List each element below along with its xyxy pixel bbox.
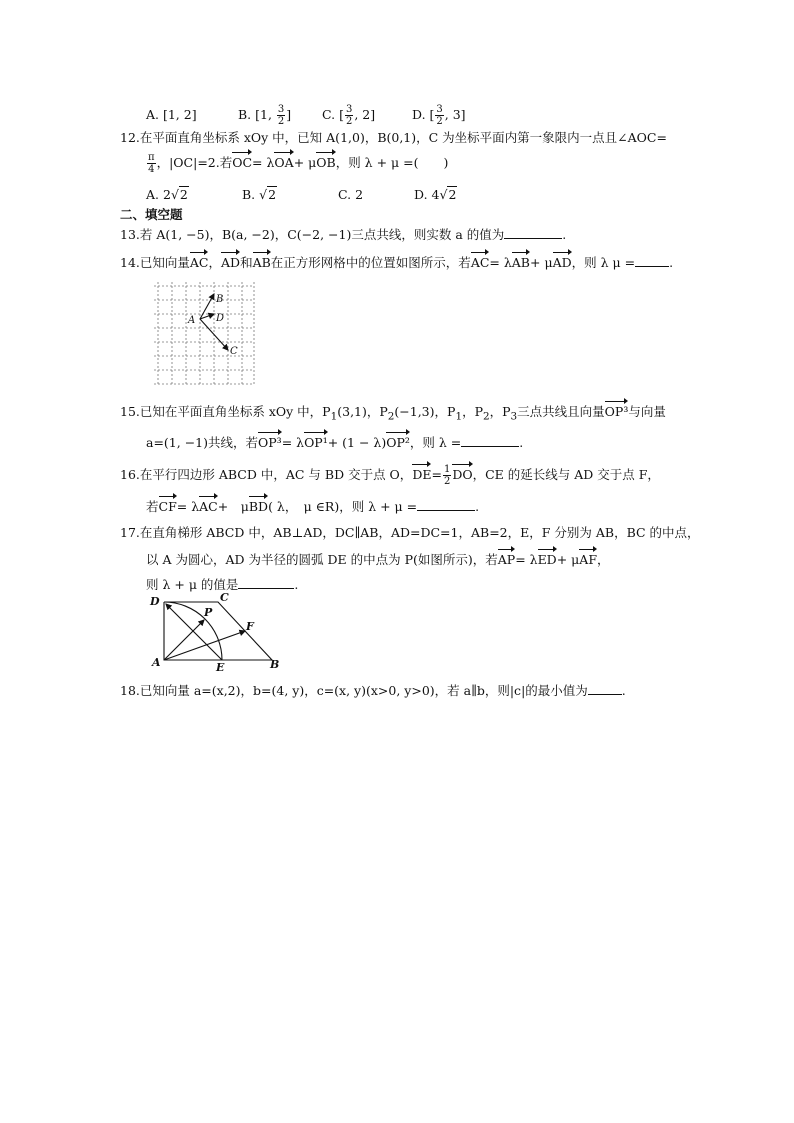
q11-option-b-suffix: ] [286,107,292,122]
q15-text: ，则 λ = [409,435,462,450]
q11-option-b [238,104,322,127]
q11-option-b-prefix: B. [1, [238,107,276,122]
q17-line-1: 17.在直角梯形 ABCD 中，AB⊥AD，DC∥AB，AD=DC=1，AB=2，E，F 分别为 AB，BC 的中点， [120,525,700,540]
q12-line-1: 12.在平面直角坐标系 xOy 中，已知 A(1,0)，B(0,1)，C 为坐标平面内第一象限内一点且∠AOC= [120,130,667,145]
q16-text: ，CE 的延长线与 AD 交于点 F， [472,467,660,482]
fraction-denominator: 2 [345,116,353,127]
q11-option-c [322,104,412,127]
answer-blank[interactable] [588,682,622,695]
q15-end: . [519,435,524,450]
sqrt-radicand: 2 [179,187,188,202]
q12-option-a-prefix: A. 2 [146,187,171,202]
q14 [120,254,673,271]
fraction-numerator: 3 [436,104,443,115]
q16-text: + μ [217,499,249,514]
q12-option-b [242,186,338,203]
vector-ad: AD [552,255,572,270]
subscript: 3 [510,410,518,423]
vector-op1: OP¹ [304,435,328,450]
label-a: A [152,656,161,669]
q13-end: . [562,227,567,242]
q15-text: = λ [281,435,305,450]
q11-option-b-fraction [277,104,285,127]
vector-ap-arrow [164,620,204,660]
q14-text: ， [208,255,221,270]
fraction-denominator: 2 [277,116,285,127]
label-b: B [270,658,280,671]
q17-text: ， [597,552,610,567]
vector-op3: OP³ [604,404,629,419]
q16-text: = [431,467,442,482]
q16-line-1 [120,464,660,487]
vector-bd: BD [248,499,269,514]
q11-option-d-fraction [435,104,443,127]
section-heading: 二、填空题 [120,207,183,222]
label-d: D [216,313,225,324]
q11-options [146,104,466,127]
label-c: C [230,346,238,357]
subscript: 1 [330,410,338,423]
q14-text: = λ [489,255,512,270]
q12-text: = λ [252,155,275,170]
q12-text: + μ [293,155,317,170]
vector-ab: AB [511,255,530,270]
q11-option-a: A. [1, 2] [146,107,197,122]
q18 [120,682,626,699]
sqrt-sign: √ [170,187,179,202]
vector-cf: CF [158,499,177,514]
sqrt-radicand: 2 [448,187,457,202]
vector-de: DE [412,467,432,482]
q15-text: 与向量 [628,404,666,419]
subscript: 2 [482,410,490,423]
q17-trapezoid-figure [146,592,286,672]
q14-grid-figure [150,280,258,388]
answer-blank[interactable] [417,498,475,511]
q16-line-2 [146,498,479,515]
q15-line-2 [146,434,523,451]
q14-text: 和 [240,255,253,270]
sqrt-radicand: 2 [268,187,277,202]
q11-option-d-prefix: D. [ [412,107,435,122]
label-p: P [204,606,213,619]
q12-option-d [414,186,457,203]
vector-ob: OB [316,155,336,170]
q16-end: . [475,499,480,514]
label-a: A [188,315,196,326]
q12-pi-fraction [147,152,156,175]
q17-end: . [294,577,299,592]
subscript: 2 [387,410,395,423]
vector-ac: AC [189,255,209,270]
fraction-denominator: 2 [436,116,443,127]
q13 [120,226,566,243]
q17-line-3 [146,576,298,593]
q18-text: 18.已知向量 a=(x,2)，b=(4, y)，c=(x, y)(x>0, y>0)，若 a∥b，则|c|的最小值为 [120,683,588,698]
q11-option-d [412,104,466,127]
q15-text: 15.已知在平面直角坐标系 xOy 中，P [120,404,331,419]
q12-option-d-prefix: D. 4 [414,187,440,202]
label-e: E [216,661,225,672]
vector-af: AF [579,552,597,567]
q12-line-2 [146,152,448,175]
vector-ad: AD [221,255,241,270]
label-c: C [220,592,229,604]
q15-text: a=(1, −1)共线，若 [146,435,259,450]
q17-text: = λ [515,552,538,567]
q14-text: 在正方形网格中的位置如图所示，若 [270,255,471,270]
q17-line-2 [146,552,610,568]
label-d: D [150,595,160,608]
q18-end: . [621,683,626,698]
vector-ac: AC [199,499,218,514]
q12-options [146,186,457,203]
vector-oa: OA [274,155,294,170]
q17-text: 以 A 为圆心，AD 为半径的圆弧 DE 的中点为 P(如图所示)，若 [146,552,498,567]
vector-op2: OP² [386,435,410,450]
answer-blank[interactable] [238,576,294,589]
q12-option-c: C. 2 [338,187,364,202]
q14-text: + μ [530,255,553,270]
vector-ac: AC [470,255,490,270]
fraction-numerator: 3 [345,104,353,115]
answer-blank[interactable] [635,254,669,267]
q16-text: = λ [176,499,200,514]
q12-text: ，则 λ + μ =( ) [335,155,449,170]
vector-ed: ED [537,552,557,567]
fraction-denominator: 4 [148,164,155,175]
sqrt-sign: √ [439,187,448,202]
answer-blank[interactable] [461,434,519,447]
label-f: F [246,620,254,633]
q16-text: 若 [146,499,159,514]
q17-text: + μ [556,552,580,567]
q15-text: ，P [462,404,483,419]
q15-text: (−1,3)，P [394,404,456,419]
fraction-numerator: π [148,152,155,163]
vector-af-arrow [164,631,245,660]
grid-lines [154,282,254,386]
q15-text: 三点共线且向量 [517,404,605,419]
q15-line-1 [120,404,666,425]
subscript: 1 [455,410,463,423]
q12-option-a [146,186,242,203]
q12-option-b-prefix: B. [242,187,260,202]
q15-text: (3,1)，P [337,404,388,419]
answer-blank[interactable] [504,226,562,239]
q16-text: 16.在平行四边形 ABCD 中，AC 与 BD 交于点 O， [120,467,413,482]
fraction-denominator: 2 [443,476,451,487]
label-b: B [216,294,224,305]
vector-ed-arrow [166,604,222,660]
q13-text: 13.若 A(1, −5)，B(a, −2)，C(−2, −1)三点共线，则实数 a 的值为 [120,227,505,242]
fraction-numerator: 3 [277,104,285,115]
q14-text: ，则 λ μ = [571,255,636,270]
q14-end: . [669,255,674,270]
q15-text: + (1 − λ) [327,435,387,450]
q11-option-c-fraction [345,104,353,127]
q14-text: 14.已知向量 [120,255,190,270]
vector-ap: AP [497,552,516,567]
vector-ab: AB [252,255,271,270]
q16-text: ( λ， μ ∈R)，则 λ + μ = [268,499,418,514]
q11-option-d-suffix: , 3] [444,107,466,122]
sqrt-sign: √ [259,187,268,202]
vector-oc: OC [232,155,253,170]
fraction-numerator: 1 [443,464,451,475]
trapezoid-outline [164,602,272,660]
q11-option-c-suffix: , 2] [354,107,376,122]
q11-option-c-prefix: C. [ [322,107,344,122]
q17-text: 则 λ + μ 的值是 [146,577,239,592]
q15-text: ，P [489,404,511,419]
half-fraction [443,464,451,487]
vector-op3: OP³ [258,435,282,450]
vector-do: DO [452,467,473,482]
q12-text: ，|OC|=2.若 [156,155,233,170]
